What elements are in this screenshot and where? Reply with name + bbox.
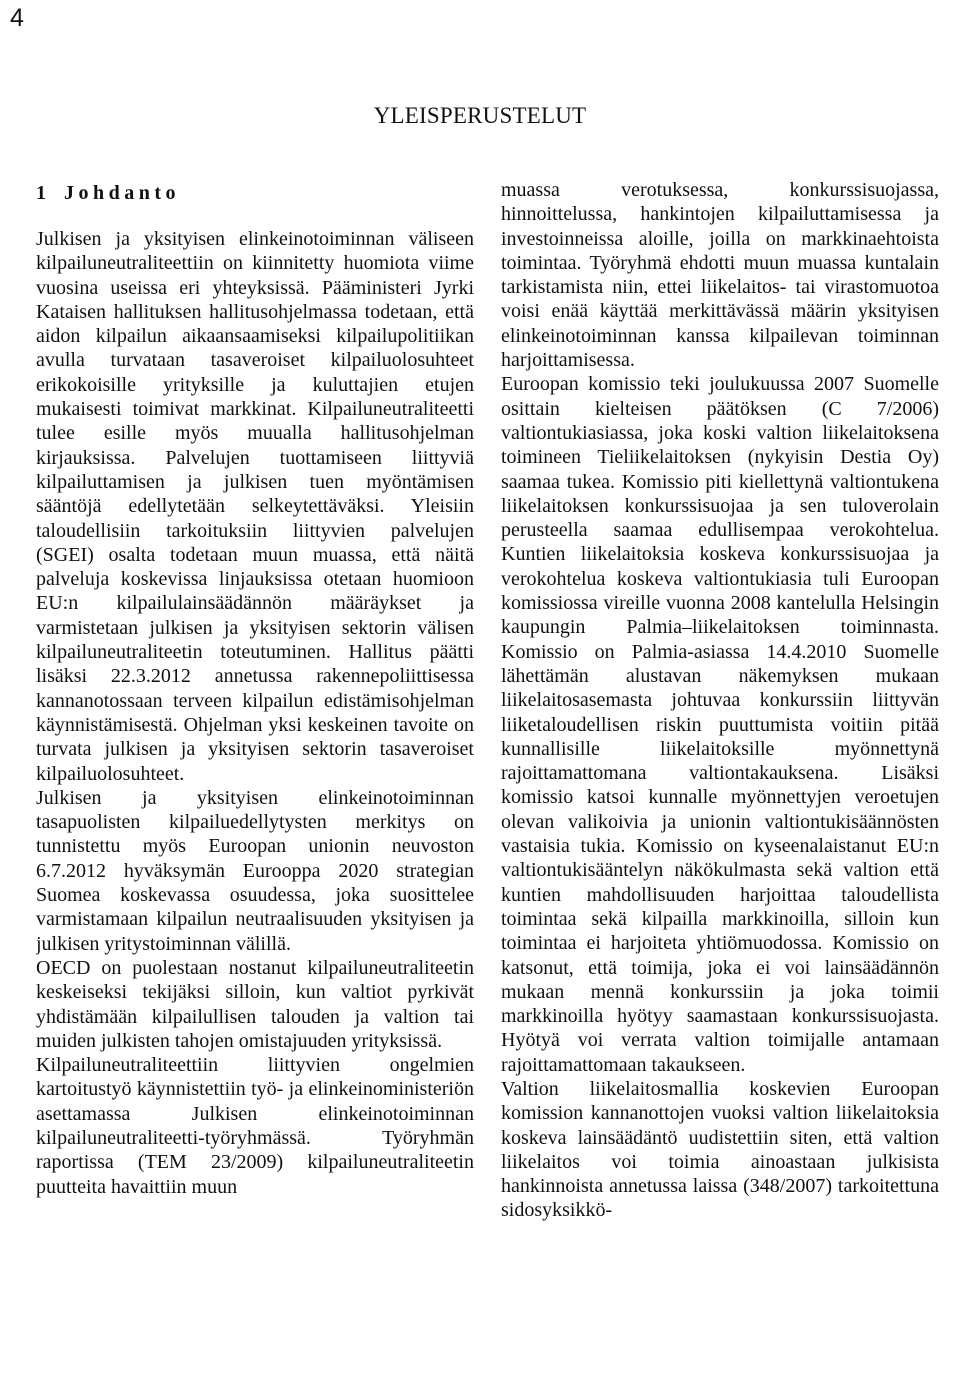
paragraph: OECD on puolestaan nostanut kilpailuneutraliteetin keskeiseksi tekijäksi silloin, kun valtiot pyrkivät yhdistämään kilpailullisen talouden ja valtion tai muiden julkisten tahojen omistajuuden yrityksissä. — [36, 956, 474, 1052]
paragraph: Kilpailuneutraliteettiin liittyvien ongelmien kartoitustyö käynnistettiin työ- ja elinkeinoministeriön asettamassa Julkisen elinkeinotoiminnan kilpailuneutraliteetti-työryhmässä. Työryhmän raportissa (TEM 23/2009) kilpailuneutraliteetin puutteita havaittiin muun — [36, 1054, 474, 1198]
chapter-heading — [36, 181, 180, 205]
page-number: 4 — [10, 4, 24, 32]
paragraph: Julkisen ja yksityisen elinkeinotoiminnan tasapuolisten kilpailuedellytysten merkitys on tunnistettu myös Euroopan unionin neuvoston 6.7.2012 hyväksymän Eurooppa 2020 strategian Suomea koskevassa osuudessa, joka suosittelee varmistamaan kilpailun neutraalisuuden yksityisen ja julkisen yritystoiminnan välillä. — [36, 786, 474, 955]
chapter-title: Johdanto — [64, 182, 181, 204]
paragraph: Valtion liikelaitosmallia koskevien Euroopan komission kannanottojen vuoksi valtion liikelaitoksia koskeva lainsäädäntö uudistettiin siten, että valtion liikelaitos voi toimia ainoastaan julkisista hankinnoista annetussa laissa (348/2007) tarkoitettuna sidosyksikkö- — [501, 1077, 939, 1222]
left-text-column — [36, 227, 474, 1383]
section-heading: YLEISPERUSTELUT — [373, 103, 587, 128]
paragraph: Julkisen ja yksityisen elinkeinotoiminnan väliseen kilpailuneutraliteettiin on kiinnitetty huomiota viime vuosina useissa eri yhteyksissä. Pääministeri Jyrki Kataisen hallituksen hallitusohjelmassa todetaan, että aidon kilpailun aikaansaamiseksi kilpailupolitiikan avulla turvataan tasaveroiset kilpailuolosuhteet erikokoisille yrityksille ja kuluttajien etujen mukaisesti toimivat markkinat. Kilpailuneutraliteetti tulee esille myös muualla hallitusohjelman kirjauksissa. Palvelujen tuottamiseen liittyviä kilpailuttamisen ja julkisen tuen myöntämisen sääntöjä edellytetään selkeytettäväksi. Yleisiin taloudellisiin tarkoituksiin liittyvien palvelujen (SGEI) osalta todetaan muun muassa, että näitä palveluja koskevissa linjauksissa otetaan huomioon EU:n kilpailulainsäädännön määräykset ja varmistetaan julkisen ja yksityisen sektorin välisen kilpailuneutraliteetin toteutuminen. Hallitus päätti lisäksi 22.3.2012 annetussa rakennepoliittisessa kannanotossaan terveen kilpailun edistämisohjelman käynnistämisestä. Ohjelman yksi keskeinen tavoite on turvata julkisen ja yksityisen sektorin tasaveroiset kilpailuolosuhteet. — [36, 228, 474, 785]
paragraph: Euroopan komissio teki joulukuussa 2007 Suomelle osittain kielteisen päätöksen (C 7/2006) valtiontukiasiassa, joka koski valtion liikelaitoksena toimineen Tieliikelaitoksen (nykyisin Destia Oy) saamaa tukea. Komissio piti kiellettynä valtiontukena liikelaitoksen konkurssisuojaa ja sen tuloverolain perusteella saamaa edullisempaa verokohtelua. Kuntien liikelaitoksia koskeva konkurssisuojaa ja verokohtelua koskeva valtiontukiasia tuli Euroopan komissiossa vireille vuonna 2008 kantelulla Helsingin kaupungin Palmia–liikelaitoksen toiminnasta. Komissio on Palmia-asiassa 14.4.2010 Suomelle lähettämän alustavan näkemyksen mukaan liikelaitosasemasta johtuvaa konkurssiin liittyvän liiketaloudellisen riskin puuttumista voitiin pitää kunnallisille liikelaitoksille myönnettynä rajoittamattomana valtiontakauksena. Lisäksi komissio katsoi kunnalle myönnettyjen veroetujen olevan valikoivia ja unionin valtiontukisäännösten vastaisia tukia. Komissio on kyseenalaistanut EU:n valtiontukisääntelyn näkökulmasta sekä valtion että kuntien mahdollisuuden harjoittaa taloudellista toimintaa sekä kilpailla markkinoilla, silloin kun toimintaa ei harjoiteta yhtiömuodossa. Komissio on katsonut, että toimija, joka ei voi lainsäädännön mukaan mennä konkurssiin ja joka toimii markkinoilla hyötyy saamastaan konkurssisuojasta. Hyötyä voi verrata valtion toimijalle antamaan rajoittamattomaan takaukseen. — [501, 373, 939, 1076]
paragraph: muassa verotuksessa, konkurssisuojassa, hinnoittelussa, hankintojen kilpailuttamisessa ja investoinneissa aloille, joilla on markkinaehtoista toimintaa. Työryhmä ehdotti muun muassa kuntalain tarkistamista niin, ettei liikelaitos- tai virastomuotoa voisi enää käyttää merkittävässä määrin yksityisen elinkeinotoiminnan kanssa kilpailevan toiminnan harjoittamisessa. — [501, 179, 939, 372]
chapter-number: 1 — [36, 182, 46, 204]
right-text-column — [501, 178, 939, 1383]
